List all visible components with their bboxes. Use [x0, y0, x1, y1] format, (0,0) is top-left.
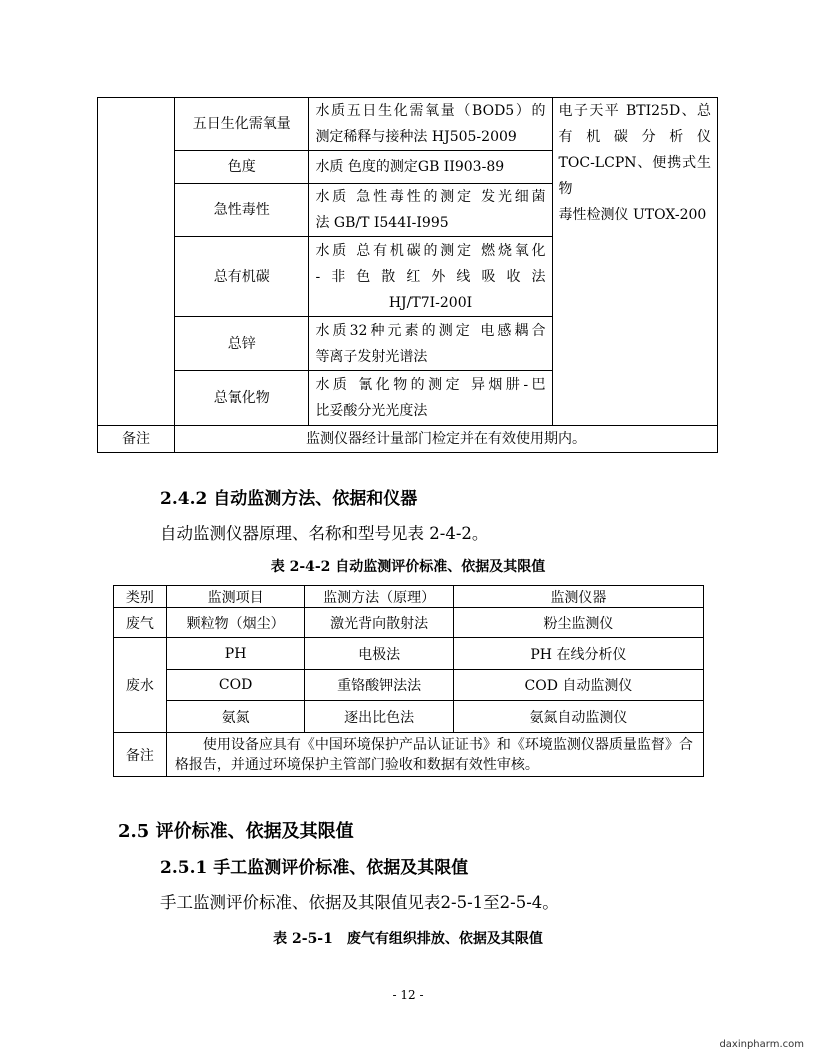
table-2-4-2-caption: 表 2-4-2 自动监测评价标准、依据及其限值: [270, 559, 546, 575]
water-method: 重铬酸钾法法: [305, 670, 453, 701]
table-note-row: [114, 733, 704, 777]
note-text: 监测仪器经计量部门检定并在有效使用期内。: [175, 426, 718, 453]
note-label: 备注: [98, 426, 175, 453]
page-number: - 12 -: [392, 988, 424, 1002]
gas-method: 激光背向散射法: [305, 608, 453, 638]
method-line: 法 GB/T I544I-I995: [315, 215, 449, 231]
method-line: 水质五日生化需氧量（BOD5）的: [315, 103, 546, 119]
instrument-line: 毒性检测仪 UTOX-200: [558, 207, 707, 223]
header-instrument: 监测仪器: [453, 586, 703, 608]
water-category: 废水: [114, 638, 167, 733]
instrument-line: 电子天平 BTI25D、总: [558, 103, 711, 119]
method-line: 水质 急性毒性的测定 发光细菌: [315, 189, 546, 205]
item-cell: 急性毒性: [175, 184, 309, 237]
table-note-row: [98, 426, 718, 453]
method-line: 等离子发射光谱法: [315, 348, 428, 365]
method-line: -非色散红外线吸收法: [315, 268, 546, 285]
header-category: 类别: [114, 586, 167, 608]
method-cell: [309, 151, 552, 184]
section-2-5-1-text: 手工监测评价标准、依据及其限值见表2-5-1至2-5-4。: [160, 893, 559, 912]
method-line: 比妥酸分光光度法: [315, 403, 428, 419]
table-row: [114, 638, 704, 670]
header-item: 监测项目: [166, 586, 305, 608]
water-item: PH: [166, 638, 305, 670]
method-line: 水质 色度的测定GB II903-89: [315, 159, 505, 175]
water-instrument: 氨氮自动监测仪: [453, 701, 703, 733]
water-instrument: PH 在线分析仪: [453, 638, 703, 670]
section-2-4-2-text: 自动监测仪器原理、名称和型号见表 2-4-2。: [160, 524, 489, 543]
header-method: 监测方法（原理）: [305, 586, 453, 608]
section-2-5-1-heading: 2.5.1 手工监测评价标准、依据及其限值: [160, 858, 469, 878]
water-method: 电极法: [305, 638, 453, 670]
gas-item: 颗粒物（烟尘）: [166, 608, 305, 638]
note-text: 使用设备应具有《中国环境保护产品认证证书》和《环境监测仪器质量监督》合格报告，并通过环境保护主管部门验收和数据有效性审核。: [166, 733, 703, 777]
gas-category: 废气: [114, 608, 167, 638]
section-2-4-2-heading: 2.4.2 自动监测方法、依据和仪器: [160, 489, 418, 509]
method-line: 水质32种元素的测定 电感耦合: [315, 322, 546, 339]
method-cell: [309, 237, 552, 317]
monitoring-method-table-continued: [97, 97, 718, 453]
instrument-cell: [552, 98, 717, 426]
water-item: COD: [166, 670, 305, 701]
auto-monitoring-table: [113, 585, 704, 777]
method-line: HJ/T7I-200I: [388, 294, 473, 311]
method-cell: [309, 371, 552, 426]
method-line: 水质 总有机碳的测定 燃烧氧化: [315, 242, 546, 259]
category-cell: [98, 98, 175, 426]
table-header-row: [114, 586, 704, 608]
water-instrument: COD 自动监测仪: [453, 670, 703, 701]
method-cell: [309, 184, 552, 237]
gas-instrument: 粉尘监测仪: [453, 608, 703, 638]
item-cell: 总锌: [175, 317, 309, 371]
method-cell: [309, 98, 552, 151]
water-method: 逐出比色法: [305, 701, 453, 733]
table-2-5-1-caption: 表 2-5-1 废气有组织排放、依据及其限值: [273, 931, 543, 947]
item-cell: 色度: [175, 151, 309, 184]
water-item: 氨氮: [166, 701, 305, 733]
table-row: [114, 701, 704, 733]
method-line: 水质 氰化物的测定 异烟肼-巴: [315, 377, 546, 393]
table-row: [98, 98, 718, 151]
item-cell: 总氰化物: [175, 371, 309, 426]
watermark-text: daxinpharm.com: [719, 1039, 804, 1050]
table-row: [114, 608, 704, 638]
instrument-line: TOC-LCPN、便携式生物: [558, 155, 711, 197]
item-cell: 总有机碳: [175, 237, 309, 317]
table-row: [114, 670, 704, 701]
method-cell: [309, 317, 552, 371]
instrument-line: 有 机 碳 分 析 仪: [558, 129, 711, 145]
item-cell: 五日生化需氧量: [175, 98, 309, 151]
note-label: 备注: [114, 733, 167, 777]
section-2-5-heading: 2.5 评价标准、依据及其限值: [118, 821, 354, 842]
method-line: 测定稀释与接种法 HJ505-2009: [315, 129, 517, 145]
